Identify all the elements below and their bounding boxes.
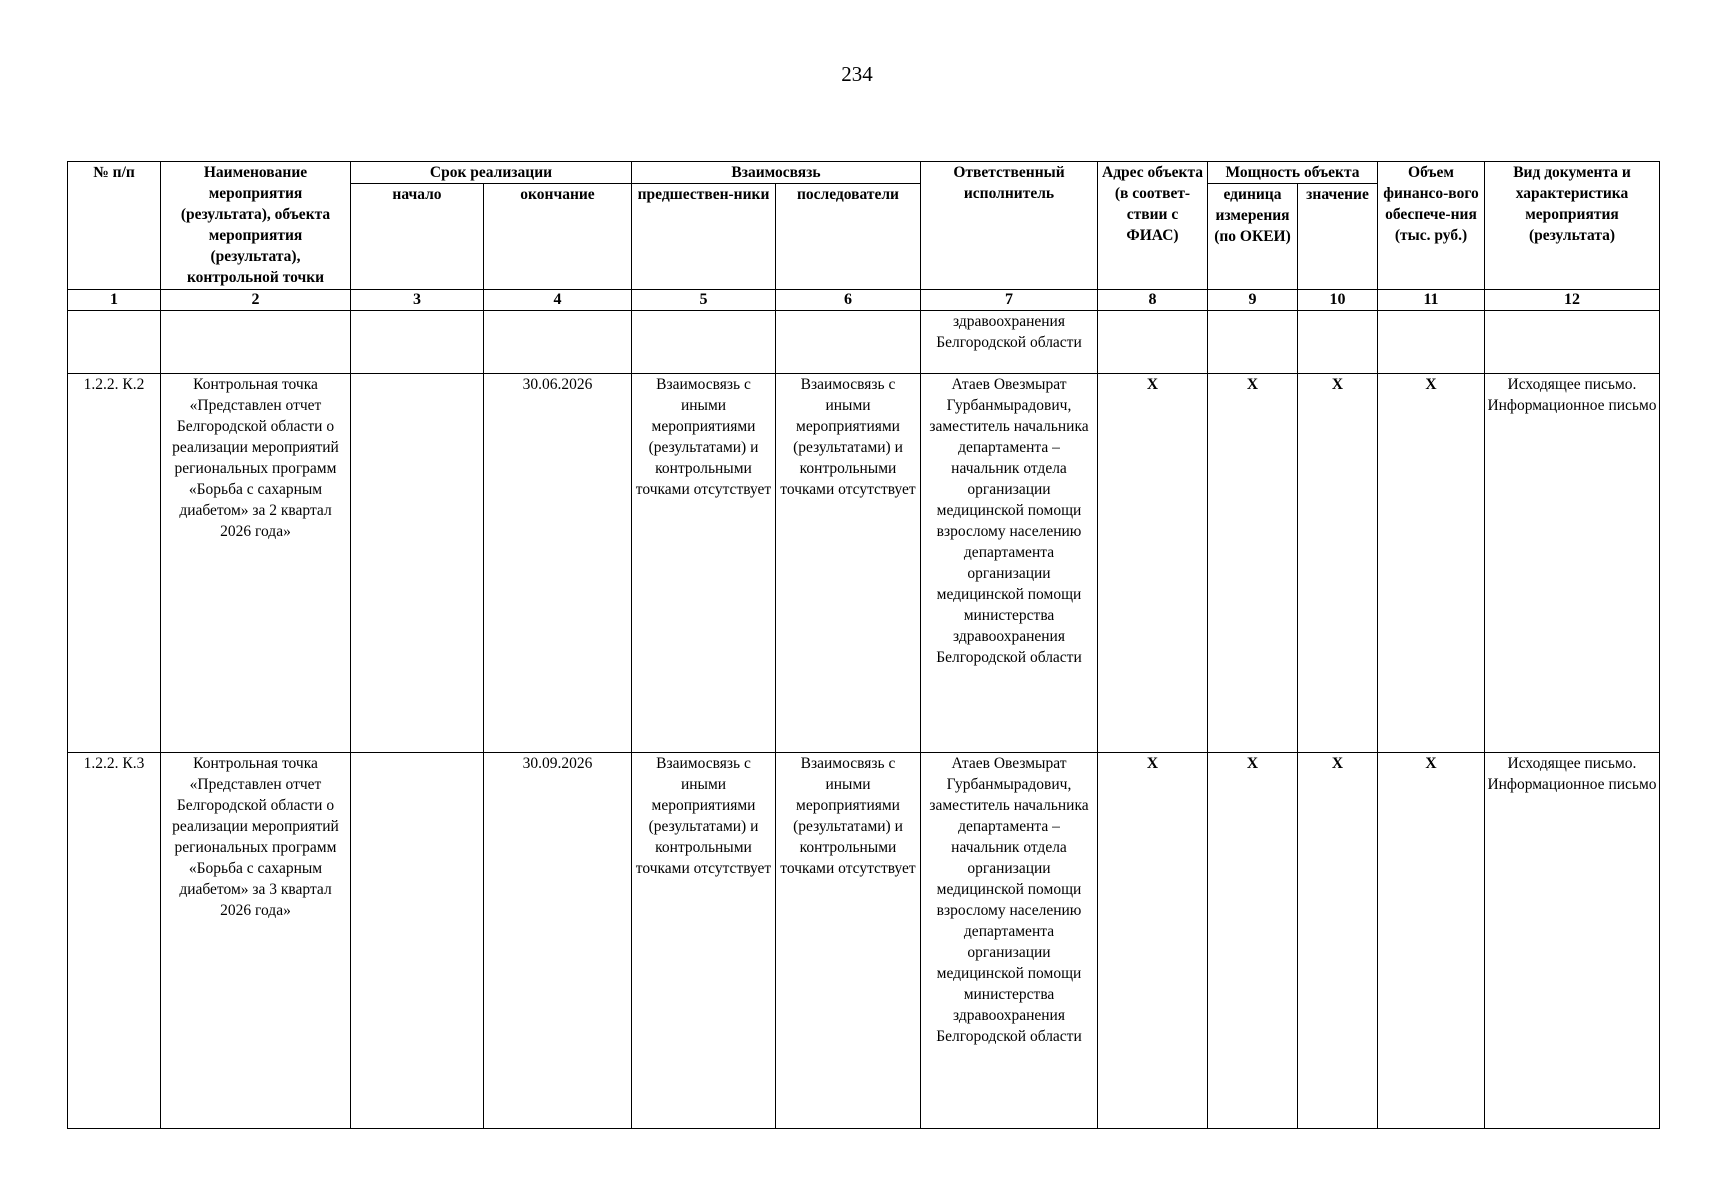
column-number: 11 bbox=[1378, 290, 1485, 311]
header-no: № п/п bbox=[68, 162, 161, 290]
row-successors: Взаимосвязь с иными мероприятиями (результатами) и контрольными точками отсутствует bbox=[776, 753, 921, 1129]
continuation-row bbox=[68, 311, 1660, 374]
header-doc-type: Вид документа и характеристика мероприятия (результата) bbox=[1485, 162, 1660, 290]
table-row bbox=[68, 753, 1660, 1129]
header-successors: последователи bbox=[776, 184, 921, 290]
row-end: 30.06.2026 bbox=[484, 374, 632, 753]
row-name: Контрольная точка «Представлен отчет Белгородской области о реализации мероприятий региональных программ «Борьба с сахарным диабетом» за 3 квартал 2026 года» bbox=[161, 753, 351, 1129]
row-number: 1.2.2. К.2 bbox=[68, 374, 161, 753]
row-predecessors: Взаимосвязь с иными мероприятиями (результатами) и контрольными точками отсутствует bbox=[632, 374, 776, 753]
column-number: 8 bbox=[1098, 290, 1208, 311]
row-responsible: Атаев Овезмырат Гурбанмырадович, заместитель начальника департамента – начальник отдела организации медицинской помощи взрослому населению департамента организации медицинской помощи министерства здравоохранения Белгородской области bbox=[921, 753, 1098, 1129]
header-capacity: Мощность объекта bbox=[1208, 162, 1378, 184]
column-number: 5 bbox=[632, 290, 776, 311]
column-numbers-row bbox=[68, 290, 1660, 311]
row-doc-type: Исходящее письмо. Информационное письмо bbox=[1485, 374, 1660, 753]
row-unit: Х bbox=[1208, 753, 1298, 1129]
header-relation: Взаимосвязь bbox=[632, 162, 921, 184]
table-row bbox=[68, 374, 1660, 753]
schedule-table bbox=[67, 161, 1660, 1129]
column-number: 7 bbox=[921, 290, 1098, 311]
row-start bbox=[351, 753, 484, 1129]
header-value: значение bbox=[1298, 184, 1378, 290]
row-end: 30.09.2026 bbox=[484, 753, 632, 1129]
row-address: Х bbox=[1098, 374, 1208, 753]
column-number: 2 bbox=[161, 290, 351, 311]
header-address: Адрес объекта (в соответ-ствии с ФИАС) bbox=[1098, 162, 1208, 290]
row-predecessors: Взаимосвязь с иными мероприятиями (результатами) и контрольными точками отсутствует bbox=[632, 753, 776, 1129]
continuation-responsible: здравоохранения Белгородской области bbox=[921, 311, 1098, 374]
header-term-end: окончание bbox=[484, 184, 632, 290]
row-finance: Х bbox=[1378, 374, 1485, 753]
column-number: 10 bbox=[1298, 290, 1378, 311]
page-number: 234 bbox=[841, 62, 873, 86]
column-number: 6 bbox=[776, 290, 921, 311]
column-number: 4 bbox=[484, 290, 632, 311]
row-start bbox=[351, 374, 484, 753]
row-finance: Х bbox=[1378, 753, 1485, 1129]
row-value: Х bbox=[1298, 374, 1378, 753]
row-responsible: Атаев Овезмырат Гурбанмырадович, заместитель начальника департамента – начальник отдела организации медицинской помощи взрослому населению департамента организации медицинской помощи министерства здравоохранения Белгородской области bbox=[921, 374, 1098, 753]
column-number: 3 bbox=[351, 290, 484, 311]
header-responsible: Ответственный исполнитель bbox=[921, 162, 1098, 290]
header-term: Срок реализации bbox=[351, 162, 632, 184]
row-address: Х bbox=[1098, 753, 1208, 1129]
header-term-start: начало bbox=[351, 184, 484, 290]
column-number: 1 bbox=[68, 290, 161, 311]
header-finance: Объем финансо-вого обеспече-ния (тыс. руб.) bbox=[1378, 162, 1485, 290]
row-value: Х bbox=[1298, 753, 1378, 1129]
row-name: Контрольная точка «Представлен отчет Белгородской области о реализации мероприятий региональных программ «Борьба с сахарным диабетом» за 2 квартал 2026 года» bbox=[161, 374, 351, 753]
header-name: Наименование мероприятия (результата), объекта мероприятия (результата), контрольной точки bbox=[161, 162, 351, 290]
header-predecessors: предшествен-ники bbox=[632, 184, 776, 290]
row-number: 1.2.2. К.3 bbox=[68, 753, 161, 1129]
row-doc-type: Исходящее письмо. Информационное письмо bbox=[1485, 753, 1660, 1129]
column-number: 12 bbox=[1485, 290, 1660, 311]
column-number: 9 bbox=[1208, 290, 1298, 311]
row-successors: Взаимосвязь с иными мероприятиями (результатами) и контрольными точками отсутствует bbox=[776, 374, 921, 753]
header-unit: единица измерения (по ОКЕИ) bbox=[1208, 184, 1298, 290]
row-unit: Х bbox=[1208, 374, 1298, 753]
